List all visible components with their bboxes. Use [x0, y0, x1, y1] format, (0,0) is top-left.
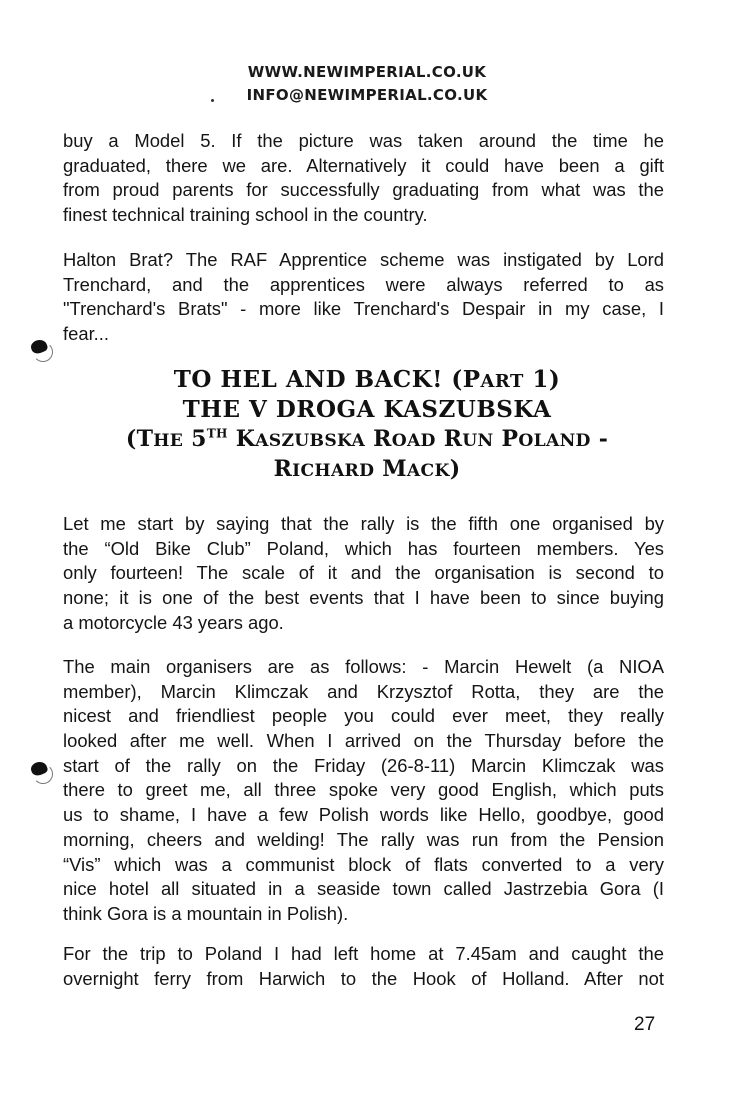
text-line: think Gora is a mountain in Polish). [63, 902, 349, 924]
text-line: only fourteen! The scale of it and the organisation is second to [63, 562, 664, 584]
title-line-4: RICHARD MACK) [273, 456, 461, 482]
paragraph-model-5 [63, 129, 664, 228]
paragraph-halton-brat [63, 248, 664, 347]
text-line: the “Old Bike Club” Poland, which has fourteen members. Yes [63, 537, 664, 559]
text-line: start of the rally on the Friday (26-8-11) Marcin Klimczak was [63, 754, 664, 776]
header-dot-mark [211, 99, 214, 102]
text-line: morning, cheers and welding! The rally was run from the Pension [63, 828, 664, 850]
text-line: graduated, there we are. Alternatively it could have been a gift [63, 154, 664, 176]
text-line: The main organisers are as follows: - Marcin Hewelt (a NIOA [63, 656, 664, 677]
text-line: member), Marcin Klimczak and Krzysztof Rotta, they are the [63, 680, 664, 702]
text-line: finest technical training school in the country. [63, 204, 428, 226]
header-email: INFO@NEWIMPERIAL.CO.UK [246, 86, 488, 104]
text-line: nicest and friendliest people you could ever meet, they really [63, 705, 664, 727]
text-line: looked after me well. When I arrived on the Thursday before the [63, 730, 664, 752]
text-line: overnight ferry from Harwich to the Hook of Holland. After not [63, 967, 664, 989]
paragraph-rally-intro [63, 512, 664, 635]
text-line: nice hotel all situated in a seaside town called Jastrzebia Gora (I [63, 878, 664, 900]
paragraph-trip [63, 942, 664, 991]
punch-hole-icon [31, 762, 53, 784]
text-line: “Vis” which was a communist block of flats converted to a very [63, 853, 664, 875]
title-line-2: THE V DROGA KASZUBSKA [182, 396, 552, 423]
header-website: WWW.NEWIMPERIAL.CO.UK [247, 63, 487, 81]
text-line: Halton Brat? The RAF Apprentice scheme was instigated by Lord [63, 249, 664, 270]
text-line: For the trip to Poland I had left home at 7.45am and caught the [63, 943, 664, 964]
text-line: buy a Model 5. If the picture was taken around the time he [63, 130, 664, 151]
text-line: fear... [63, 323, 110, 345]
text-line: from proud parents for successfully graduating from what was the [63, 179, 664, 201]
text-line: us to shame, I have a few Polish words like Hello, goodbye, good [63, 804, 664, 826]
text-line: none; it is one of the best events that I have been to since buying [63, 587, 664, 609]
paragraph-organisers [63, 655, 664, 927]
title-line-1: TO HEL AND BACK! (PART 1) [173, 366, 561, 393]
text-line: there to greet me, all three spoke very good English, which puts [63, 779, 664, 801]
text-line: a motorcycle 43 years ago. [63, 611, 284, 633]
punch-hole-icon [31, 340, 53, 362]
title-line-3: (THE 5TH KASZUBSKA ROAD RUN POLAND - [125, 426, 609, 452]
text-line: "Trenchard's Brats" - more like Trenchard's Despair in my case, I [63, 298, 664, 320]
text-line: Trenchard, and the apprentices were always referred to as [63, 273, 664, 295]
text-line: Let me start by saying that the rally is the fifth one organised by [63, 513, 664, 534]
page-number: 27 [634, 1014, 656, 1035]
